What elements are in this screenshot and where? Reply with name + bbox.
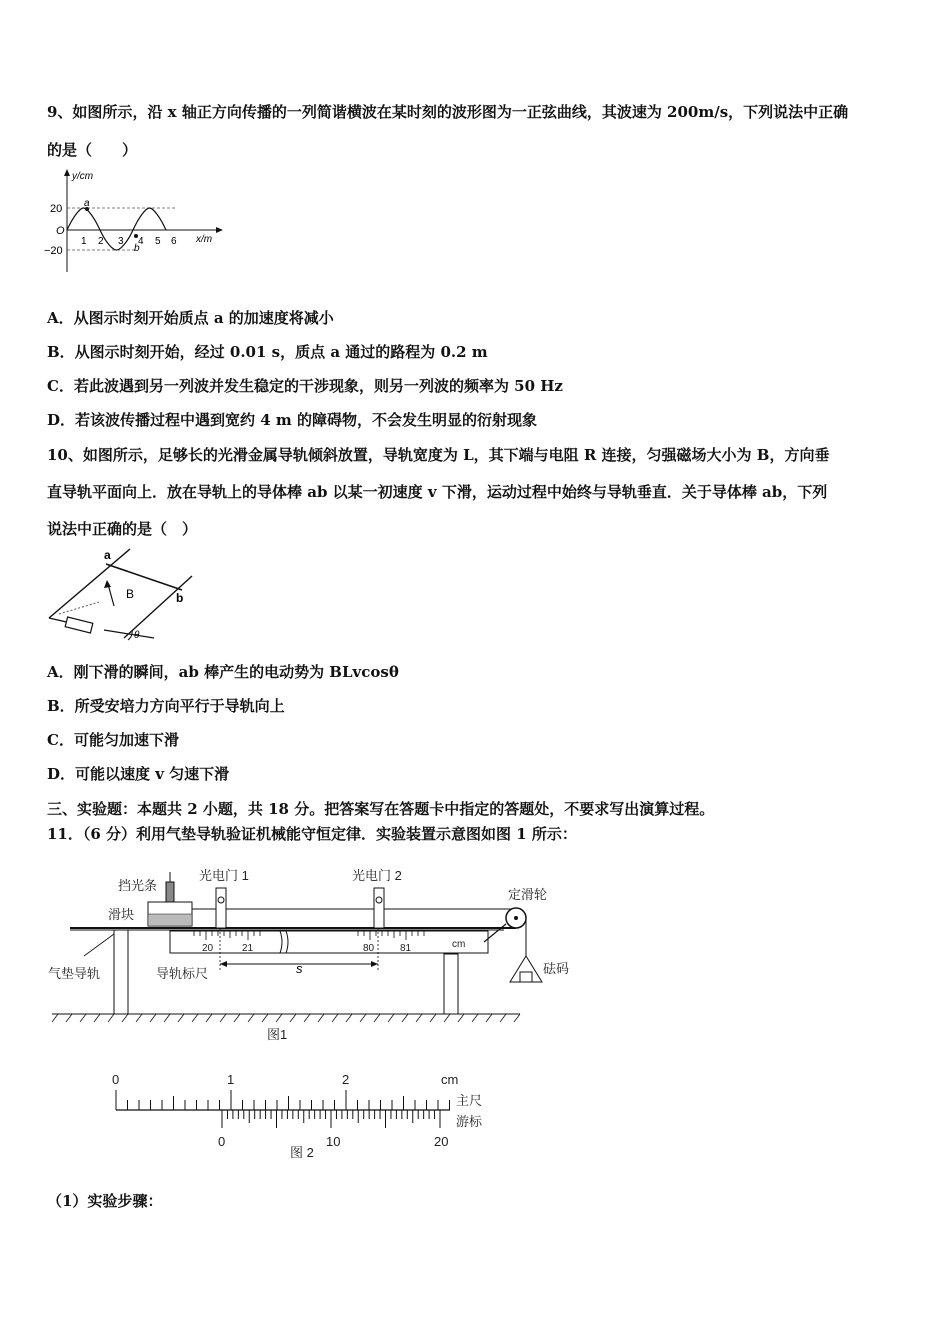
fig1-weight-label: 砝码	[543, 961, 570, 976]
fig2-main-2: 2	[342, 1072, 350, 1087]
fig1-tick-21: 21	[242, 943, 254, 954]
origin-label: O	[56, 225, 65, 237]
q11-figure2	[100, 1062, 500, 1162]
fig1-gate2-label: 光电门 2	[352, 868, 402, 883]
x-axis-label: x/m	[196, 234, 213, 245]
leg-left	[114, 930, 128, 1014]
q10-stem-line2: 直导轨平面向上．放在导轨上的导体棒 ab 以某一初速度 v 下滑，运动过程中始终与导轨垂直．关于导体棒 ab，下列	[47, 483, 828, 501]
point-b-label: b	[134, 243, 140, 254]
fig1-light-strip-label: 挡光条	[118, 878, 158, 893]
fig1-s-label: s	[296, 961, 303, 976]
point-a-label: a	[84, 198, 90, 209]
lower-rail	[124, 576, 192, 638]
q10-stem-line3: 说法中正确的是（ ）	[47, 520, 198, 538]
fig1-slider-label: 滑块	[108, 907, 135, 922]
weight-block	[520, 972, 532, 982]
fig2-main-scale-label: 主尺	[456, 1093, 483, 1108]
tick-2: 2	[98, 236, 104, 247]
tick-4: 4	[138, 236, 144, 247]
fig2-vernier-label: 游标	[456, 1114, 483, 1129]
fig2-vernier-0: 0	[218, 1134, 226, 1149]
y-bottom-label: −20	[44, 245, 63, 257]
fig1-tick-20: 20	[202, 943, 214, 954]
fig2-vernier-20: 20	[434, 1134, 449, 1149]
fig1-tick-80: 80	[363, 943, 375, 954]
tick-6: 6	[171, 236, 177, 247]
fig2-main-1: 1	[227, 1072, 235, 1087]
gate2	[374, 888, 384, 928]
y-axis-arrow	[64, 169, 70, 176]
label-a: a	[104, 548, 111, 562]
resistor-R	[65, 617, 93, 633]
fig1-caption: 图1	[267, 1027, 288, 1042]
q11-step1: （1）实验步骤：	[47, 1192, 163, 1210]
section3-heading: 三、实验题：本题共 2 小题，共 18 分。把答案写在答题卡中指定的答题处，不要求写出演算过程。	[47, 800, 715, 818]
light-strip	[166, 882, 174, 902]
y-top-label: 20	[50, 203, 63, 215]
q10-option-c: C．可能匀加速下滑	[47, 731, 179, 749]
gate1	[216, 888, 226, 928]
q9-option-a: A．从图示时刻开始质点 a 的加速度将减小	[47, 309, 334, 327]
pulley-axle	[514, 916, 518, 920]
q10-option-a: A．刚下滑的瞬间，ab 棒产生的电动势为 BLvcosθ	[47, 663, 399, 681]
fig1-pulley-label: 定滑轮	[508, 887, 548, 902]
b-field-arrowhead	[104, 580, 111, 588]
fig2-vernier-10: 10	[326, 1134, 341, 1149]
gate2-sensor	[376, 897, 382, 903]
main-scale-ticks	[116, 1090, 450, 1110]
label-b: b	[176, 591, 184, 605]
ground-line	[104, 630, 154, 638]
fig1-scale-label: 导轨标尺	[156, 966, 209, 981]
q9-stem-line1: 9、如图所示，沿 x 轴正方向传播的一列简谐横波在某时刻的波形图为一正弦曲线，其波速为 200m/s，下列说法中正确	[47, 103, 849, 121]
fig2-unit: cm	[441, 1072, 459, 1087]
label-B: B	[126, 587, 135, 601]
fig1-gate1-label: 光电门 1	[199, 868, 249, 883]
q9-option-c: C．若此波遇到另一列波并发生稳定的干涉现象，则另一列波的频率为 50 Hz	[47, 377, 563, 395]
bar-ab	[106, 564, 182, 590]
q9-wave-figure	[44, 166, 234, 276]
air-track-pointer	[84, 934, 114, 956]
s-arrow-right	[371, 961, 378, 967]
q10-incline-figure	[44, 546, 204, 646]
tick-3: 3	[118, 236, 124, 247]
fig1-air-track-label: 气垫导轨	[48, 966, 101, 981]
q11-figure1	[44, 852, 584, 1047]
y-axis-label: y/cm	[72, 171, 94, 182]
slider-hatch	[148, 914, 192, 926]
leg-right	[444, 954, 458, 1014]
gate1-sensor	[218, 897, 224, 903]
fig1-tick-81: 81	[400, 943, 412, 954]
tick-1: 1	[81, 236, 87, 247]
q9-stem-line2: 的是（ ）	[47, 141, 138, 159]
q10-stem-line1: 10、如图所示，足够长的光滑金属导轨倾斜放置，导轨宽度为 L，其下端与电阻 R 连接，匀强磁场大小为 B，方向垂	[47, 446, 830, 464]
q9-option-d: D．若该波传播过程中遇到宽约 4 m 的障碍物，不会发生明显的衍射现象	[47, 411, 537, 429]
q10-option-d: D．可能以速度 v 匀速下滑	[47, 765, 230, 783]
s-arrow-left	[220, 961, 227, 967]
q9-option-b: B．从图示时刻开始，经过 0.01 s，质点 a 通过的路程为 0.2 m	[47, 343, 488, 361]
fig2-main-0: 0	[112, 1072, 120, 1087]
vernier-scale-ticks	[222, 1110, 440, 1128]
fig1-unit: cm	[452, 939, 466, 950]
q11-stem: 11．（6 分）利用气垫导轨验证机械能守恒定律．实验装置示意图如图 1 所示：	[47, 825, 577, 843]
tick-5: 5	[155, 236, 161, 247]
fig2-caption: 图 2	[290, 1145, 314, 1160]
label-theta: θ	[134, 630, 140, 641]
upper-rail	[49, 549, 130, 618]
x-axis-arrow	[216, 227, 223, 233]
q10-option-b: B．所受安培力方向平行于导轨向上	[47, 697, 285, 715]
ground-hatch	[52, 1014, 520, 1022]
